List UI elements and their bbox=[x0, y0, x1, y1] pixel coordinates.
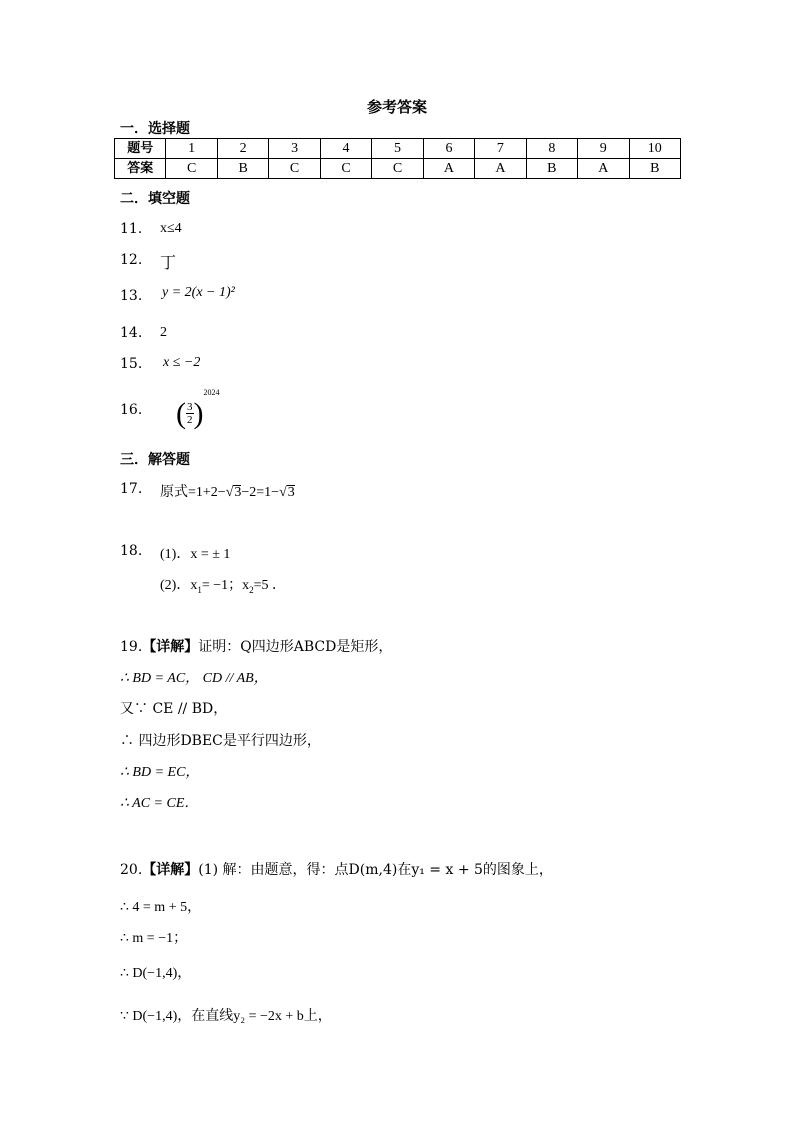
expr-part: = −1；x bbox=[201, 578, 250, 593]
table-cell: 3 bbox=[269, 139, 320, 159]
table-cell: 5 bbox=[372, 139, 423, 159]
table-cell: 9 bbox=[578, 139, 629, 159]
answer-13: y = 2(x − 1)² bbox=[162, 285, 235, 300]
table-cell: C bbox=[269, 159, 320, 179]
question-number: 19. bbox=[120, 639, 143, 655]
q19-line: ∴ AC = CE． bbox=[120, 796, 199, 811]
numerator: 3 bbox=[187, 401, 193, 414]
question-number: 12. bbox=[120, 252, 143, 268]
q19-line: ∴ 四边形DBEC是平行四边形， bbox=[120, 733, 321, 749]
answer-12: 丁 bbox=[160, 253, 177, 272]
section-choice-heading: 一．选择题 bbox=[120, 121, 190, 137]
section-solve-heading: 三．解答题 bbox=[120, 452, 190, 468]
answer-15: x ≤ −2 bbox=[163, 355, 201, 370]
exponent: 2024 bbox=[203, 388, 220, 397]
question-number: 17. bbox=[120, 481, 143, 497]
answer-18-part1: (1)．x = ± 1 bbox=[160, 547, 231, 562]
detail-tag: 【详解】 bbox=[142, 862, 199, 878]
q19-line: 又∵ CE // BD， bbox=[120, 701, 228, 717]
question-number: 16. bbox=[120, 402, 143, 418]
section-fill-heading: 二．填空题 bbox=[120, 191, 190, 207]
table-cell: 8 bbox=[526, 139, 577, 159]
q20-line: ∴ D(−1,4)， bbox=[120, 966, 192, 981]
radicand: 3 bbox=[287, 485, 295, 500]
table-row-numbers bbox=[115, 139, 681, 159]
table-cell: 7 bbox=[475, 139, 526, 159]
question-number: 11. bbox=[120, 221, 143, 237]
expr-part: =5 ． bbox=[253, 578, 287, 593]
row-label: 答案 bbox=[115, 159, 166, 179]
table-cell: A bbox=[423, 159, 474, 179]
answer-17: 原式=1+2−√3−2=1−√3 bbox=[160, 485, 295, 500]
table-cell: A bbox=[475, 159, 526, 179]
expr-part: −2=1− bbox=[241, 485, 280, 500]
answer-16 bbox=[176, 388, 220, 429]
table-cell: C bbox=[372, 159, 423, 179]
right-paren: ) bbox=[193, 396, 204, 430]
table-cell: 4 bbox=[320, 139, 371, 159]
table-cell: B bbox=[526, 159, 577, 179]
question-number: 14. bbox=[120, 325, 143, 341]
subscript: 2 bbox=[249, 584, 254, 595]
question-number: 18. bbox=[120, 543, 143, 559]
detail-tag: 【详解】 bbox=[142, 639, 199, 655]
page-title: 参考答案 bbox=[366, 98, 427, 116]
q19-line: ∴ BD = AC， CD // AB， bbox=[120, 671, 268, 686]
q19-text: 证明：Q四边形ABCD是矩形， bbox=[198, 639, 393, 655]
table-cell: 6 bbox=[423, 139, 474, 159]
table-cell: C bbox=[320, 159, 371, 179]
table-cell: B bbox=[217, 159, 268, 179]
answer-table bbox=[114, 138, 681, 179]
answer-14: 2 bbox=[160, 325, 167, 340]
table-cell: 10 bbox=[629, 139, 680, 159]
q20-lead bbox=[120, 859, 553, 879]
denominator: 2 bbox=[187, 414, 193, 427]
q20-text: (1) 解：由题意，得：点D(m,4)在y₁ = x + 5的图象上， bbox=[198, 862, 553, 878]
left-paren: ( bbox=[176, 396, 186, 430]
question-number: 20. bbox=[120, 862, 143, 878]
fraction bbox=[186, 401, 194, 426]
q20-line: ∵ D(−1,4)，在直线y₂ = −2x + b上， bbox=[120, 1009, 332, 1024]
q20-line: ∴ 4 = m + 5， bbox=[120, 900, 202, 915]
answer-18-part2 bbox=[160, 574, 286, 595]
answer-11: x≤4 bbox=[160, 221, 182, 236]
q19-line: ∴ BD = EC， bbox=[120, 765, 200, 780]
question-number: 13. bbox=[120, 288, 143, 304]
table-cell: 2 bbox=[217, 139, 268, 159]
table-cell: 1 bbox=[166, 139, 217, 159]
table-cell: C bbox=[166, 159, 217, 179]
table-cell: A bbox=[578, 159, 629, 179]
subscript: 1 bbox=[197, 584, 202, 595]
q19-lead bbox=[120, 636, 392, 656]
table-cell: B bbox=[629, 159, 680, 179]
table-row-answers bbox=[115, 159, 681, 179]
expr-part: 原式=1+2− bbox=[160, 485, 226, 500]
question-number: 15. bbox=[120, 356, 143, 372]
expr-part: (2)．x bbox=[160, 578, 198, 593]
q20-line: ∴ m = −1； bbox=[120, 931, 188, 946]
radicand: 3 bbox=[234, 485, 242, 500]
row-label: 题号 bbox=[115, 139, 166, 159]
